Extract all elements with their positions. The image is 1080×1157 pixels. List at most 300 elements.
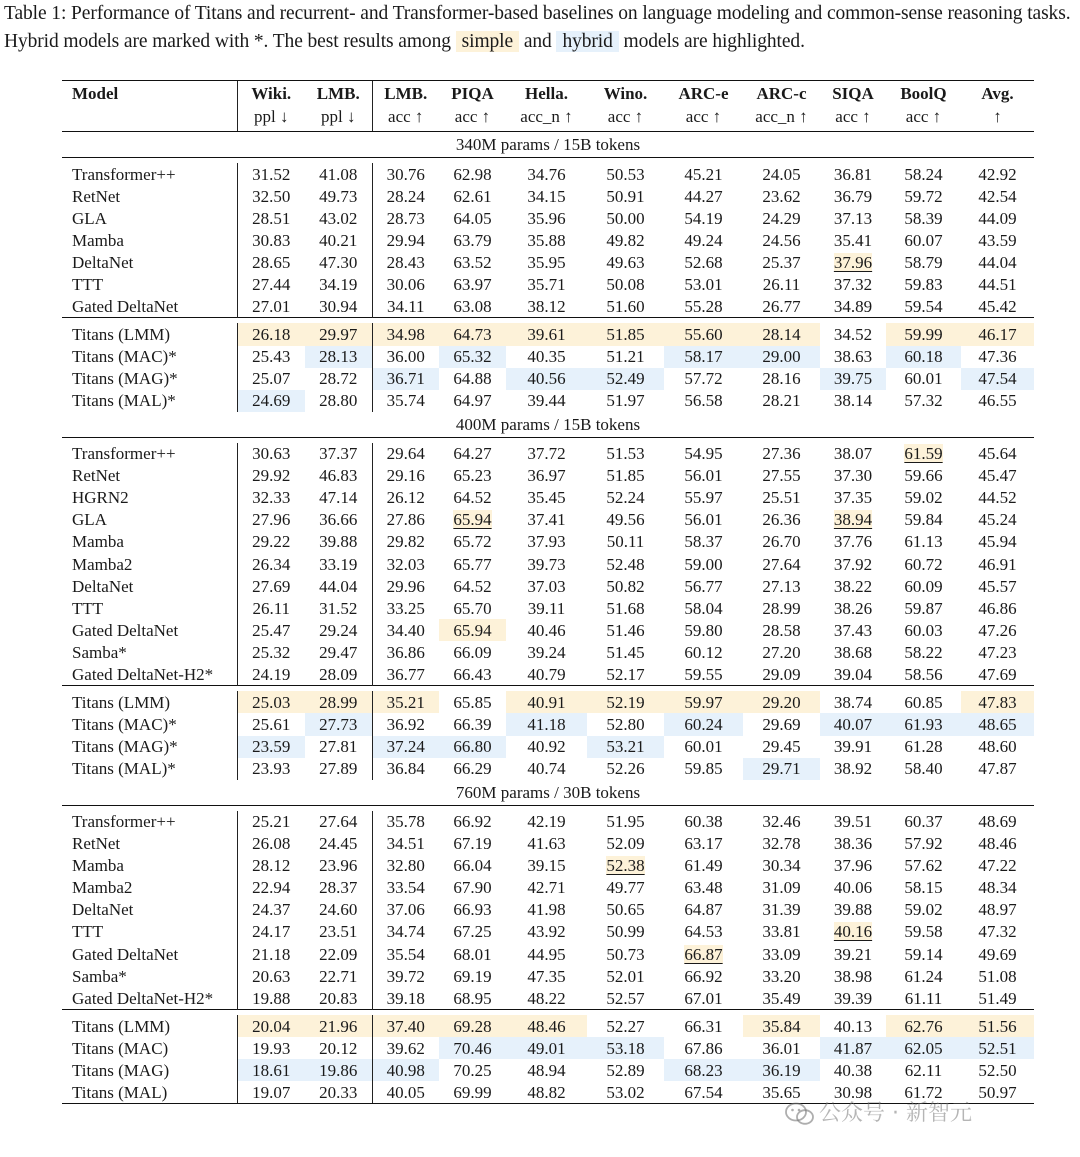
value-cell: 64.05 bbox=[453, 208, 492, 228]
value-cell: 49.01 bbox=[506, 1037, 587, 1059]
value-cell: 27.36 bbox=[762, 444, 801, 464]
value-cell: 51.85 bbox=[587, 323, 664, 345]
value-cell: 58.56 bbox=[904, 664, 943, 684]
underlined-value: 61.59 bbox=[904, 444, 943, 464]
value-cell: 63.48 bbox=[684, 878, 723, 898]
value-cell: 22.71 bbox=[319, 966, 358, 986]
header-row-names bbox=[62, 81, 1034, 107]
header-col-name: BoolQ bbox=[886, 81, 961, 107]
value-cell: 28.21 bbox=[762, 391, 801, 411]
value-cell: 39.24 bbox=[527, 642, 566, 662]
watermark bbox=[785, 1096, 1075, 1132]
model-name-cell: Transformer++ bbox=[72, 444, 176, 464]
header-col-metric: acc ↑ bbox=[439, 106, 506, 132]
caption-text-1: Table 1: Performance of Titans and recurrent- and Transformer-based baselines on language modeling and common-sense reasoning tasks. Hybrid models are marked with *. The best results among bbox=[4, 3, 1071, 52]
table-row bbox=[62, 553, 1034, 575]
value-cell: 56.01 bbox=[684, 466, 723, 486]
value-cell: 46.91 bbox=[978, 554, 1017, 574]
value-cell: 49.69 bbox=[978, 944, 1017, 964]
value-cell: 33.19 bbox=[319, 554, 358, 574]
value-cell: 24.19 bbox=[237, 663, 305, 686]
model-name-cell: Gated DeltaNet bbox=[72, 620, 179, 640]
value-cell: 51.49 bbox=[978, 988, 1017, 1008]
value-cell: 66.93 bbox=[453, 900, 492, 920]
value-cell: 22.09 bbox=[319, 944, 358, 964]
value-cell: 63.79 bbox=[453, 230, 492, 250]
underlined-value: 52.38 bbox=[606, 856, 645, 876]
value-cell: 45.24 bbox=[978, 510, 1017, 530]
table-row bbox=[62, 251, 1034, 273]
value-cell: 58.40 bbox=[904, 759, 943, 779]
value-cell: 48.46 bbox=[978, 834, 1017, 854]
value-cell: 59.84 bbox=[904, 510, 943, 530]
value-cell: 23.59 bbox=[237, 736, 305, 758]
value-cell: 40.35 bbox=[527, 347, 566, 367]
model-name-cell: Titans (MAG)* bbox=[72, 369, 178, 389]
table-row bbox=[62, 465, 1034, 487]
value-cell: 59.58 bbox=[904, 922, 943, 942]
value-cell: 51.60 bbox=[606, 296, 645, 316]
table-row bbox=[62, 575, 1034, 597]
value-cell: 40.21 bbox=[319, 230, 358, 250]
table-row bbox=[62, 597, 1034, 619]
value-cell: 28.99 bbox=[762, 598, 801, 618]
value-cell: 29.20 bbox=[743, 691, 820, 713]
value-cell: 46.83 bbox=[319, 466, 358, 486]
value-cell: 35.49 bbox=[762, 988, 801, 1008]
value-cell: 46.17 bbox=[961, 323, 1034, 345]
value-cell: 51.45 bbox=[606, 642, 645, 662]
value-cell: 29.45 bbox=[762, 737, 801, 757]
value-cell: 29.24 bbox=[319, 620, 358, 640]
value-cell: 30.06 bbox=[372, 273, 439, 295]
section-title: 400M params / 15B tokens bbox=[62, 412, 1034, 438]
value-cell: 58.79 bbox=[904, 252, 943, 272]
value-cell bbox=[664, 943, 743, 965]
header-col-name: ARC-e bbox=[664, 81, 743, 107]
value-cell: 52.01 bbox=[606, 966, 645, 986]
value-cell: 29.94 bbox=[372, 229, 439, 251]
value-cell: 50.11 bbox=[606, 532, 645, 552]
value-cell: 21.96 bbox=[305, 1015, 372, 1037]
value-cell: 28.12 bbox=[237, 855, 305, 877]
value-cell: 47.32 bbox=[978, 922, 1017, 942]
value-cell: 52.49 bbox=[587, 368, 664, 390]
value-cell: 32.78 bbox=[762, 834, 801, 854]
value-cell: 40.98 bbox=[372, 1059, 439, 1081]
value-cell: 35.95 bbox=[527, 252, 566, 272]
value-cell: 26.11 bbox=[237, 597, 305, 619]
value-cell: 19.07 bbox=[237, 1081, 305, 1104]
value-cell: 48.69 bbox=[978, 812, 1017, 832]
value-cell: 37.93 bbox=[527, 532, 566, 552]
value-cell: 34.76 bbox=[527, 164, 566, 184]
value-cell: 60.01 bbox=[684, 737, 723, 757]
table-row bbox=[62, 509, 1034, 531]
underlined-value: 37.96 bbox=[833, 252, 873, 272]
underlined-value: 65.94 bbox=[453, 510, 492, 530]
header-col-metric: acc ↑ bbox=[372, 106, 439, 132]
value-cell: 28.37 bbox=[319, 878, 358, 898]
value-cell: 52.17 bbox=[606, 664, 645, 684]
value-cell: 48.94 bbox=[527, 1060, 566, 1080]
value-cell: 38.74 bbox=[833, 692, 873, 712]
value-cell: 26.36 bbox=[762, 510, 801, 530]
value-cell: 59.99 bbox=[886, 323, 961, 345]
value-cell: 59.66 bbox=[904, 466, 943, 486]
value-cell: 31.52 bbox=[319, 598, 358, 618]
header-col-name: Wino. bbox=[587, 81, 664, 107]
model-name-cell: HGRN2 bbox=[72, 488, 129, 508]
value-cell: 44.51 bbox=[978, 274, 1017, 294]
value-cell: 45.21 bbox=[684, 164, 723, 184]
value-cell: 29.64 bbox=[372, 443, 439, 465]
value-cell: 35.41 bbox=[833, 230, 873, 250]
header-col-metric: acc_n ↑ bbox=[743, 106, 820, 132]
model-name-cell: TTT bbox=[72, 274, 104, 294]
model-name-cell: DeltaNet bbox=[72, 252, 134, 272]
value-cell bbox=[820, 251, 886, 273]
value-cell: 23.93 bbox=[237, 758, 305, 780]
header-col-metric: ppl ↓ bbox=[305, 106, 372, 132]
value-cell: 21.18 bbox=[237, 943, 305, 965]
value-cell: 58.15 bbox=[904, 878, 943, 898]
value-cell: 37.41 bbox=[527, 510, 566, 530]
value-cell: 65.94 bbox=[439, 619, 506, 641]
section-title: 760M params / 30B tokens bbox=[62, 780, 1034, 806]
value-cell: 26.11 bbox=[762, 274, 801, 294]
value-cell: 37.72 bbox=[527, 444, 566, 464]
value-cell: 37.92 bbox=[833, 554, 873, 574]
value-cell: 23.51 bbox=[319, 922, 358, 942]
value-cell: 27.13 bbox=[762, 576, 801, 596]
value-cell: 24.37 bbox=[237, 899, 305, 921]
value-cell: 42.71 bbox=[527, 878, 566, 898]
value-cell: 25.47 bbox=[237, 619, 305, 641]
value-cell: 61.24 bbox=[904, 966, 943, 986]
value-cell: 62.61 bbox=[453, 186, 492, 206]
value-cell: 48.82 bbox=[506, 1081, 587, 1104]
value-cell: 61.49 bbox=[684, 856, 723, 876]
value-cell: 47.54 bbox=[961, 368, 1034, 390]
value-cell: 53.21 bbox=[587, 736, 664, 758]
value-cell: 67.90 bbox=[453, 878, 492, 898]
value-cell: 29.97 bbox=[305, 323, 372, 345]
value-cell: 52.57 bbox=[606, 988, 645, 1008]
value-cell: 45.42 bbox=[978, 296, 1017, 316]
value-cell: 40.91 bbox=[506, 691, 587, 713]
value-cell: 27.86 bbox=[372, 509, 439, 531]
value-cell: 67.86 bbox=[684, 1038, 723, 1058]
table-row bbox=[62, 531, 1034, 553]
model-name-cell: Titans (MAG)* bbox=[72, 737, 178, 757]
value-cell: 41.18 bbox=[506, 713, 587, 735]
model-name-cell: RetNet bbox=[72, 186, 121, 206]
table-row bbox=[62, 943, 1034, 965]
value-cell: 51.97 bbox=[606, 391, 645, 411]
value-cell: 65.23 bbox=[453, 466, 492, 486]
value-cell: 50.08 bbox=[606, 274, 645, 294]
value-cell: 34.11 bbox=[372, 295, 439, 318]
value-cell: 52.09 bbox=[606, 834, 645, 854]
table-row bbox=[62, 855, 1034, 877]
value-cell: 28.13 bbox=[305, 346, 372, 368]
value-cell: 40.92 bbox=[527, 737, 566, 757]
value-cell: 61.28 bbox=[904, 737, 943, 757]
value-cell: 37.30 bbox=[833, 466, 873, 486]
value-cell: 67.01 bbox=[684, 988, 723, 1008]
value-cell: 51.68 bbox=[606, 598, 645, 618]
value-cell: 56.77 bbox=[684, 576, 723, 596]
value-cell: 36.66 bbox=[319, 510, 358, 530]
underlined-value: 66.87 bbox=[684, 944, 723, 964]
value-cell: 68.95 bbox=[453, 988, 492, 1008]
value-cell: 55.97 bbox=[684, 488, 723, 508]
value-cell: 34.51 bbox=[372, 833, 439, 855]
watermark-text: 公众号 · 新智元 bbox=[819, 1101, 972, 1126]
value-cell: 50.65 bbox=[606, 900, 645, 920]
value-cell: 64.88 bbox=[453, 369, 492, 389]
value-cell: 37.35 bbox=[833, 488, 873, 508]
value-cell: 25.21 bbox=[237, 811, 305, 833]
value-cell: 61.72 bbox=[886, 1081, 961, 1104]
value-cell: 52.51 bbox=[961, 1037, 1034, 1059]
value-cell: 33.54 bbox=[372, 877, 439, 899]
value-cell: 41.63 bbox=[527, 834, 566, 854]
value-cell: 34.98 bbox=[372, 323, 439, 345]
value-cell: 50.99 bbox=[606, 922, 645, 942]
value-cell: 35.71 bbox=[527, 274, 566, 294]
value-cell: 38.68 bbox=[833, 642, 873, 662]
header-col-metric: acc ↑ bbox=[820, 106, 886, 132]
value-cell: 57.62 bbox=[904, 856, 943, 876]
value-cell: 32.03 bbox=[372, 553, 439, 575]
value-cell: 27.69 bbox=[237, 575, 305, 597]
value-cell: 58.24 bbox=[904, 164, 943, 184]
table-row bbox=[62, 1037, 1034, 1059]
value-cell: 22.94 bbox=[237, 877, 305, 899]
value-cell: 36.19 bbox=[743, 1059, 820, 1081]
model-name-cell: Gated DeltaNet-H2* bbox=[72, 664, 214, 684]
value-cell: 37.96 bbox=[833, 856, 873, 876]
wechat-logo-icon bbox=[785, 1101, 815, 1127]
value-cell: 39.88 bbox=[833, 900, 873, 920]
value-cell: 24.56 bbox=[762, 230, 801, 250]
value-cell: 28.99 bbox=[305, 691, 372, 713]
value-cell: 47.36 bbox=[978, 347, 1017, 367]
value-cell: 39.44 bbox=[527, 391, 566, 411]
value-cell: 69.28 bbox=[439, 1015, 506, 1037]
value-cell: 37.06 bbox=[372, 899, 439, 921]
table-row bbox=[62, 295, 1034, 318]
value-cell: 33.81 bbox=[762, 922, 801, 942]
value-cell: 49.63 bbox=[606, 252, 645, 272]
value-cell: 67.25 bbox=[453, 922, 492, 942]
value-cell: 59.72 bbox=[904, 186, 943, 206]
model-name-cell: Titans (LMM) bbox=[72, 692, 171, 712]
model-name-cell: Gated DeltaNet-H2* bbox=[72, 988, 214, 1008]
header-col-metric: ppl ↓ bbox=[237, 106, 305, 132]
table-row bbox=[62, 229, 1034, 251]
value-cell: 43.02 bbox=[319, 208, 358, 228]
value-cell: 40.56 bbox=[506, 368, 587, 390]
value-cell: 26.08 bbox=[237, 833, 305, 855]
value-cell: 28.51 bbox=[237, 207, 305, 229]
value-cell: 60.24 bbox=[664, 713, 743, 735]
model-name-cell: Mamba bbox=[72, 856, 124, 876]
value-cell: 50.00 bbox=[606, 208, 645, 228]
value-cell: 27.20 bbox=[762, 642, 801, 662]
value-cell: 56.01 bbox=[684, 510, 723, 530]
value-cell: 36.97 bbox=[527, 466, 566, 486]
table-row bbox=[62, 691, 1034, 713]
value-cell: 59.54 bbox=[904, 296, 943, 316]
value-cell: 42.54 bbox=[978, 186, 1017, 206]
value-cell: 63.08 bbox=[453, 296, 492, 316]
value-cell: 48.65 bbox=[961, 713, 1034, 735]
value-cell: 32.80 bbox=[372, 855, 439, 877]
value-cell: 36.84 bbox=[372, 758, 439, 780]
value-cell: 66.39 bbox=[453, 714, 492, 734]
value-cell: 60.09 bbox=[904, 576, 943, 596]
value-cell: 57.72 bbox=[684, 369, 723, 389]
value-cell: 35.84 bbox=[743, 1015, 820, 1037]
value-cell: 70.46 bbox=[439, 1037, 506, 1059]
value-cell: 60.01 bbox=[904, 369, 943, 389]
header-model-blank bbox=[62, 106, 237, 132]
value-cell: 64.52 bbox=[453, 488, 492, 508]
value-cell: 36.81 bbox=[833, 164, 873, 184]
value-cell: 38.63 bbox=[833, 347, 873, 367]
value-cell: 40.79 bbox=[527, 664, 566, 684]
value-cell: 38.07 bbox=[833, 444, 873, 464]
table-row bbox=[62, 390, 1034, 412]
value-cell: 61.93 bbox=[886, 713, 961, 735]
value-cell: 28.58 bbox=[762, 620, 801, 640]
value-cell: 52.80 bbox=[606, 714, 645, 734]
value-cell: 66.29 bbox=[453, 759, 492, 779]
value-cell: 35.54 bbox=[372, 943, 439, 965]
value-cell: 60.07 bbox=[904, 230, 943, 250]
value-cell: 38.98 bbox=[833, 966, 873, 986]
value-cell: 44.27 bbox=[684, 186, 723, 206]
model-name-cell: Mamba bbox=[72, 230, 124, 250]
value-cell: 59.80 bbox=[684, 620, 723, 640]
value-cell: 39.18 bbox=[372, 987, 439, 1010]
table-row bbox=[62, 1015, 1034, 1037]
table-row bbox=[62, 207, 1034, 229]
value-cell: 34.89 bbox=[833, 296, 873, 316]
value-cell: 25.32 bbox=[237, 641, 305, 663]
value-cell: 52.24 bbox=[606, 488, 645, 508]
value-cell: 29.82 bbox=[372, 531, 439, 553]
value-cell: 45.57 bbox=[978, 576, 1017, 596]
value-cell: 65.32 bbox=[439, 346, 506, 368]
value-cell: 39.11 bbox=[527, 598, 566, 618]
value-cell: 47.69 bbox=[978, 664, 1017, 684]
value-cell: 30.63 bbox=[237, 443, 305, 465]
model-name-cell: Titans (MAC)* bbox=[72, 347, 177, 367]
value-cell: 37.03 bbox=[527, 576, 566, 596]
section-header-row bbox=[62, 780, 1034, 806]
value-cell: 24.60 bbox=[319, 900, 358, 920]
value-cell: 48.46 bbox=[506, 1015, 587, 1037]
model-name-cell: TTT bbox=[72, 922, 104, 942]
value-cell: 38.26 bbox=[833, 598, 873, 618]
model-name-cell: Titans (LMM) bbox=[72, 1016, 171, 1036]
value-cell: 41.87 bbox=[820, 1037, 886, 1059]
value-cell: 27.44 bbox=[237, 273, 305, 295]
value-cell: 29.92 bbox=[237, 465, 305, 487]
value-cell: 34.40 bbox=[372, 619, 439, 641]
table-row bbox=[62, 758, 1034, 780]
value-cell: 20.33 bbox=[305, 1081, 372, 1104]
value-cell: 58.39 bbox=[904, 208, 943, 228]
value-cell: 35.96 bbox=[527, 208, 566, 228]
value-cell: 44.09 bbox=[978, 208, 1017, 228]
header-col-name: ARC-c bbox=[743, 81, 820, 107]
value-cell: 55.28 bbox=[684, 296, 723, 316]
table-row bbox=[62, 323, 1034, 345]
value-cell: 64.97 bbox=[453, 391, 492, 411]
value-cell: 37.13 bbox=[833, 208, 873, 228]
value-cell: 35.65 bbox=[743, 1081, 820, 1104]
value-cell: 52.68 bbox=[684, 252, 723, 272]
value-cell: 25.07 bbox=[237, 368, 305, 390]
value-cell: 27.89 bbox=[319, 759, 358, 779]
value-cell: 59.87 bbox=[904, 598, 943, 618]
value-cell: 26.77 bbox=[762, 296, 801, 316]
value-cell: 25.37 bbox=[762, 252, 801, 272]
value-cell: 23.96 bbox=[319, 856, 358, 876]
model-name-cell: Gated DeltaNet bbox=[72, 944, 179, 964]
value-cell: 69.99 bbox=[439, 1081, 506, 1104]
value-cell: 39.91 bbox=[833, 737, 873, 757]
value-cell: 50.91 bbox=[606, 186, 645, 206]
value-cell: 57.32 bbox=[904, 391, 943, 411]
value-cell: 50.97 bbox=[961, 1081, 1034, 1104]
value-cell: 26.18 bbox=[237, 323, 305, 345]
header-col-metric: acc ↑ bbox=[664, 106, 743, 132]
value-cell bbox=[587, 855, 664, 877]
table-row bbox=[62, 368, 1034, 390]
model-name-cell: Transformer++ bbox=[72, 164, 176, 184]
value-cell bbox=[820, 509, 886, 531]
value-cell: 18.61 bbox=[237, 1059, 305, 1081]
value-cell: 30.98 bbox=[820, 1081, 886, 1104]
value-cell: 41.98 bbox=[527, 900, 566, 920]
value-cell: 34.15 bbox=[527, 186, 566, 206]
value-cell: 60.85 bbox=[904, 692, 943, 712]
table-row bbox=[62, 163, 1034, 185]
value-cell: 39.62 bbox=[372, 1037, 439, 1059]
value-cell: 52.26 bbox=[606, 759, 645, 779]
value-cell: 62.98 bbox=[453, 164, 492, 184]
value-cell: 44.95 bbox=[527, 944, 566, 964]
header-col-name: Hella. bbox=[506, 81, 587, 107]
header-col-name: SIQA bbox=[820, 81, 886, 107]
value-cell: 66.09 bbox=[453, 642, 492, 662]
value-cell: 27.96 bbox=[237, 509, 305, 531]
value-cell: 39.51 bbox=[833, 812, 873, 832]
value-cell: 60.12 bbox=[684, 642, 723, 662]
table-row bbox=[62, 965, 1034, 987]
table-row bbox=[62, 811, 1034, 833]
value-cell: 32.33 bbox=[237, 487, 305, 509]
table-row bbox=[62, 921, 1034, 943]
value-cell: 27.64 bbox=[319, 812, 358, 832]
table-row bbox=[62, 1059, 1034, 1081]
